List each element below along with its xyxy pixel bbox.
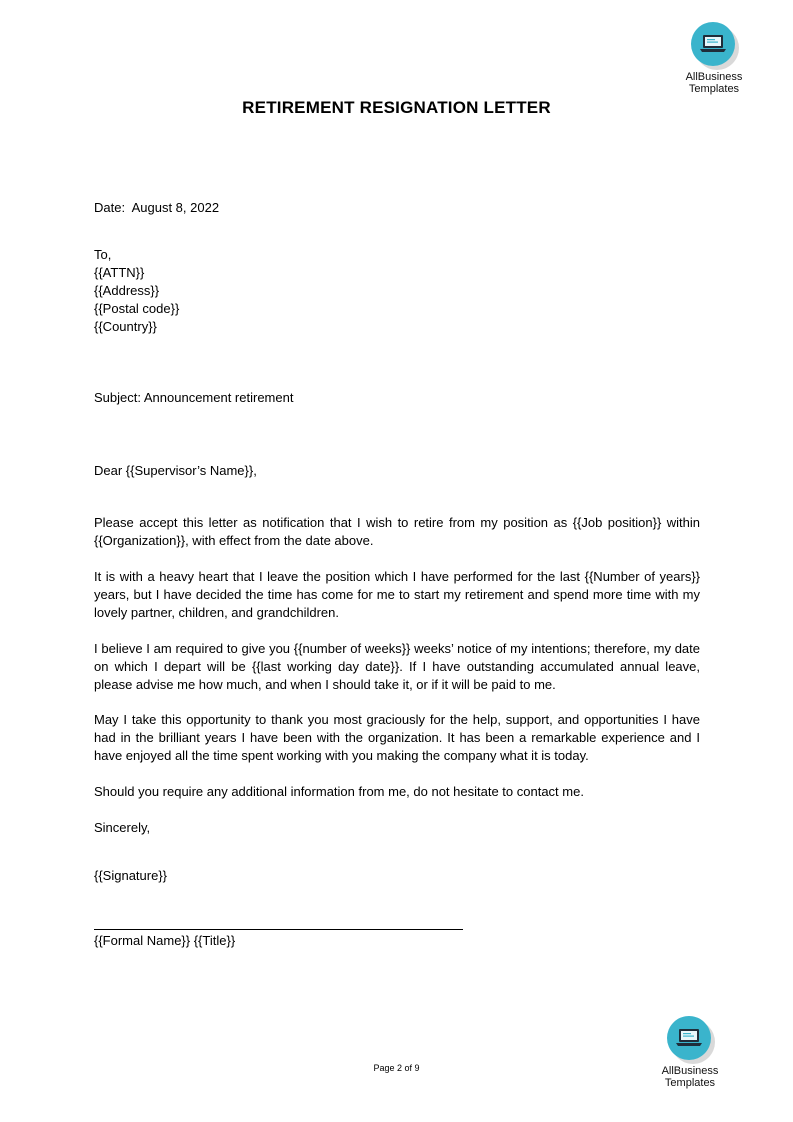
brand-name: AllBusiness Templates — [685, 71, 743, 95]
brand-logo-top — [674, 22, 754, 95]
body-paragraph-3: I believe I am required to give you {{number of weeks}} weeks’ notice of my intentions; therefore, my date on which I depart will be {{last working day date}}. If I have outstanding accumulated annual leave, please advise me how much, and when I should take it, or if it will be paid to me. — [94, 641, 700, 692]
letter-closing: Sincerely, — [94, 820, 151, 835]
formal-name: {{Formal Name}} {{Title}} — [94, 933, 236, 948]
laptop-icon — [676, 1028, 702, 1048]
recipient-postal: {{Postal code}} — [94, 301, 180, 316]
date-label: Date: — [94, 200, 126, 215]
page-number: Page 2 of 9 — [373, 1063, 420, 1073]
brand-name: AllBusiness Templates — [661, 1065, 719, 1089]
document-title: RETIREMENT RESIGNATION LETTER — [242, 98, 551, 117]
letter-subject: Subject: Announcement retirement — [94, 390, 294, 405]
letter-salutation: Dear {{Supervisor’s Name}}, — [94, 463, 257, 478]
letter-date — [94, 199, 700, 217]
recipient-address: {{Address}} — [94, 283, 160, 298]
laptop-icon — [700, 34, 726, 54]
body-paragraph-4: May I take this opportunity to thank you most graciously for the help, support, and opportunities I have had in the brilliant years I have been with the organization. It has been a remarkable experience and I have enjoyed all the time spent working with you making the company what it is today. — [94, 712, 700, 763]
body-paragraph-5: Should you require any additional information from me, do not hesitate to contact me. — [94, 784, 584, 799]
signature-line — [94, 929, 463, 930]
recipient-to: To, — [94, 247, 112, 262]
date-value: August 8, 2022 — [131, 200, 220, 215]
body-paragraph-1: Please accept this letter as notification that I wish to retire from my position as {{Job position}} within {{Organization}}, with effect from the date above. — [94, 515, 700, 548]
brand-logo-bottom — [650, 1016, 730, 1089]
signature-placeholder: {{Signature}} — [94, 868, 168, 883]
recipient-block — [94, 246, 700, 336]
recipient-attn: {{ATTN}} — [94, 265, 145, 280]
body-paragraph-2: It is with a heavy heart that I leave the position which I have performed for the last {{Number of years}} years, but I have decided the time has come for me to start my retirement and spend more time with my lovely partner, children, and grandchildren. — [94, 569, 700, 620]
recipient-country: {{Country}} — [94, 319, 157, 334]
